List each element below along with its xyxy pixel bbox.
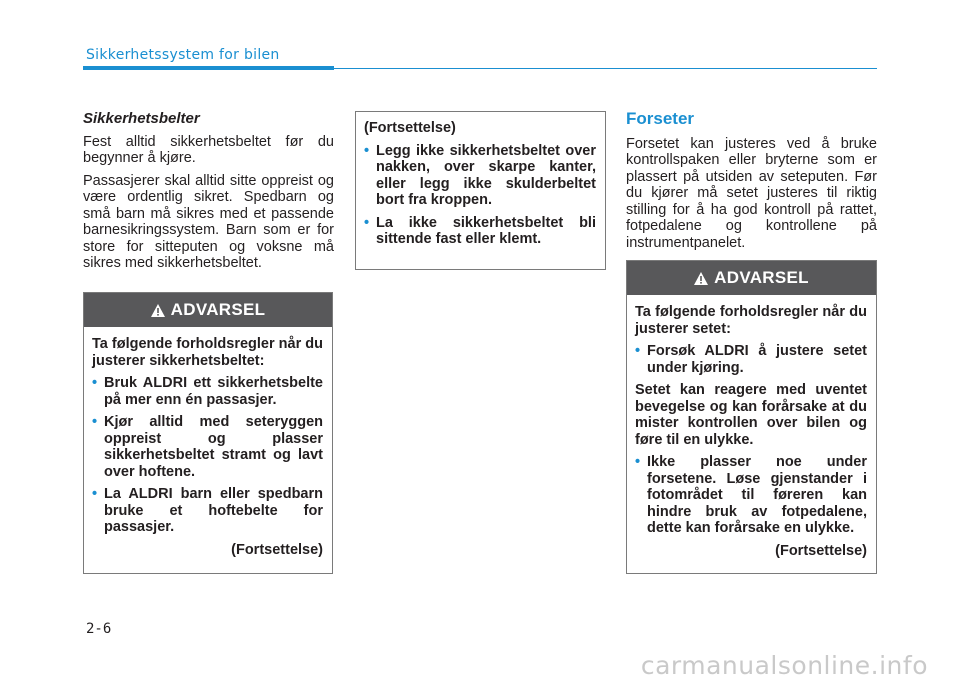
bullet-text: Forsøk ALDRI å justere setet under kjøring.: [647, 343, 867, 376]
continued-label: (Fortsettelse): [231, 541, 323, 558]
page-number: 2-6: [86, 621, 112, 637]
header-rule-thick: [83, 66, 334, 70]
bullet-icon: •: [92, 486, 98, 502]
warning-intro: Ta følgende forholdsregler når du justerer sikkerhetsbeltet:: [92, 336, 323, 369]
warning-header: [627, 261, 876, 295]
warning-title: ADVARSEL: [714, 268, 809, 287]
bullet-note: Setet kan reagere med uventet bevegelse og kan forårsake at du mister kontrollen over bilen og føre til en ulykke.: [635, 382, 867, 448]
bullet-text: La ALDRI barn eller spedbarn bruke et hoftebelte for passasjer.: [104, 486, 323, 535]
list-item: [364, 143, 596, 209]
continued-label: (Fortsettelse): [775, 542, 867, 559]
bullet-text: Bruk ALDRI ett sikkerhetsbelte på mer enn én passasjer.: [104, 375, 323, 408]
bullet-icon: •: [92, 414, 98, 430]
bullet-icon: •: [364, 142, 370, 159]
section-title: Sikkerhetssystem for bilen: [86, 47, 280, 63]
list-item: [364, 215, 596, 248]
warning-box-continued: [355, 111, 606, 270]
bullet-text: La ikke sikkerhetsbeltet bli sittende fast eller klemt.: [376, 214, 596, 247]
continued-label: (Fortsettelse): [364, 120, 456, 136]
bullet-icon: •: [635, 454, 641, 470]
warning-triangle-icon: [694, 272, 708, 285]
right-column: [626, 111, 877, 257]
list-item: [92, 486, 323, 536]
warning-intro: Ta følgende forholdsregler når du justerer setet:: [635, 304, 867, 337]
warning-header: [84, 293, 332, 327]
header-rule-thin: [334, 68, 877, 69]
list-item: [92, 414, 323, 480]
watermark: carmanualsonline.info: [640, 651, 928, 680]
paragraph: Forsetet kan justeres ved å bruke kontrollspaken eller bryterne som er plassert på utsiden av seteputen. Før du kjører må setet justeres til riktig stilling for å ha god kontroll på rattet, fotpedalene og kontrollene på instrumentpanelet.: [626, 135, 877, 251]
bullet-text: Legg ikke sikkerhetsbeltet over nakken, over skarpe kanter, eller legg ikke skulderbeltet bort fra kroppen.: [376, 142, 596, 208]
heading-seatbelts: Sikkerhetsbelter: [83, 110, 200, 127]
warning-box-seatbelt: [83, 292, 333, 574]
list-item: [635, 454, 867, 537]
warning-triangle-icon: [151, 304, 165, 317]
left-column: [83, 111, 334, 278]
heading-front-seats: Forseter: [626, 109, 695, 128]
list-item: [635, 343, 867, 376]
bullet-text: Kjør alltid med seteryggen oppreist og plasser sikkerhetsbeltet stramt og lavt over hoftene.: [104, 414, 323, 480]
list-item: [92, 375, 323, 408]
warning-title: ADVARSEL: [170, 300, 266, 319]
bullet-text: Ikke plasser noe under forsetene. Løse gjenstander i fotområdet til føreren kan hindre bruk av fotpedalene, dette kan forårsake en ulykke.: [647, 454, 867, 536]
bullet-icon: •: [364, 214, 370, 231]
bullet-icon: •: [92, 375, 98, 391]
paragraph: Fest alltid sikkerhetsbeltet før du begynner å kjøre.: [83, 133, 334, 166]
bullet-icon: •: [635, 343, 641, 359]
paragraph: Passasjerer skal alltid sitte oppreist og være ordentlig sikret. Spedbarn og små barn må sikres med et passende barnesikringssystem. Barn som er for store for sitteputen og voksne må sikres med sikkerhetsbeltet.: [83, 172, 334, 271]
warning-box-seats: [626, 260, 877, 574]
